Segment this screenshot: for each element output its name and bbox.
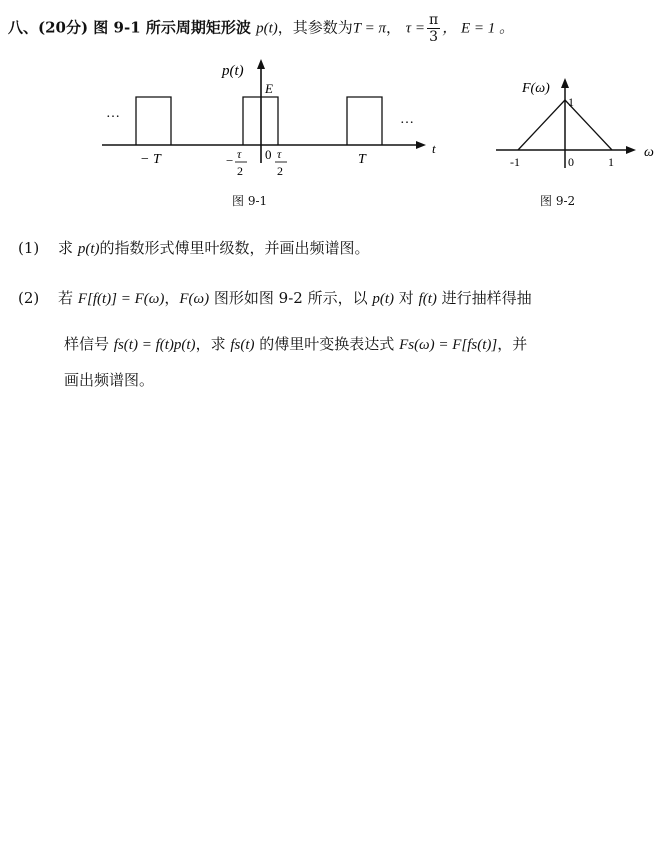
ylabel: p(t)	[222, 63, 244, 79]
ellipsis-right: …	[400, 112, 414, 127]
figure-9-1	[90, 55, 450, 190]
q2-l1-ft: F[f(t)] = F(ω)	[77, 291, 165, 307]
tick-minus-T: − T	[140, 152, 161, 167]
q1-post: 的指数形式傅里叶级数，并画出频谱图。	[99, 239, 370, 257]
tick-neg1: -1	[510, 155, 520, 169]
p-axis-arrow	[257, 59, 265, 69]
tau-fraction	[427, 12, 440, 45]
question-2-line-3	[64, 370, 154, 390]
tau-den: 2	[277, 164, 283, 178]
ellipsis-left: …	[106, 106, 120, 121]
q2-l1-F: F(ω)	[179, 291, 210, 307]
figure-9-1-caption: 图 9-1	[232, 194, 268, 208]
tau-denominator: 3	[429, 29, 439, 45]
q2-l1-b: ，	[164, 289, 180, 307]
q2-l1-a: 若	[58, 289, 78, 307]
q2-l1-e: 进行抽样得抽	[436, 289, 532, 307]
q2-l1-d: 对	[394, 289, 419, 307]
peak-label: 1	[568, 95, 574, 109]
q2-l2-Fs: Fs(ω) = F[fs(t)]	[399, 337, 498, 353]
separator: ，	[385, 18, 401, 37]
params-intro: ，其参数为	[277, 18, 353, 37]
tick-T: T	[358, 152, 366, 167]
F-label: F(ω)	[522, 81, 550, 96]
amp-label: E	[265, 81, 273, 96]
tick-zero: 0	[568, 155, 574, 169]
question-2-line-1	[18, 288, 532, 309]
tick-zero: 0	[265, 147, 272, 162]
t-axis-arrow	[416, 141, 426, 149]
E-equation: ， E = 1 。	[442, 20, 515, 37]
tau-num: τ	[277, 147, 282, 161]
q1-label: (1)	[18, 239, 40, 257]
omega-label: ω	[644, 145, 654, 160]
q2-l2-c: 的傅里叶变换表达式	[254, 335, 400, 353]
points: 20分	[45, 18, 81, 37]
q2-l1-p: p(t)	[372, 291, 395, 307]
question-1	[18, 238, 370, 259]
tau-numerator: π	[429, 12, 439, 28]
q2-l3: 画出频谱图。	[64, 371, 155, 389]
problem-number: 八、(	[8, 18, 46, 37]
header-suffix: ) 图 9-1 所示周期矩形波	[80, 18, 257, 37]
pulse-left	[136, 97, 171, 145]
q2-l2-fs: fs(t) = f(t)p(t)	[113, 337, 196, 353]
q2-l2-d: ，并	[497, 335, 528, 353]
figure-9-2-caption: 图 9-2	[540, 194, 576, 208]
tick-1: 1	[608, 155, 614, 169]
F-axis-arrow	[561, 78, 569, 88]
problem-header	[8, 12, 514, 45]
pulse-right	[347, 97, 382, 145]
q2-l2-fs2: fs(t)	[230, 337, 255, 353]
question-2-line-2	[64, 334, 527, 355]
p-of-t: p(t)	[256, 20, 278, 37]
minus-tau-den: 2	[237, 164, 243, 178]
q2-l2-a: 样信号	[64, 335, 114, 353]
axis-t-label: t	[432, 141, 436, 156]
q2-l1-c: 图形如图 9-2 所示，以	[209, 289, 373, 307]
q2-l2-b: ，求	[195, 335, 231, 353]
T-equation: T = π	[352, 20, 386, 37]
omega-axis-arrow	[626, 146, 636, 154]
q2-l1-f: f(t)	[418, 291, 437, 307]
q1-pre: 求	[58, 239, 74, 257]
minus-tau-sign: −	[226, 153, 234, 168]
minus-tau-num: τ	[237, 147, 242, 161]
figure-9-2	[488, 72, 668, 182]
tau-equation: τ =	[405, 20, 426, 37]
q2-label: (2)	[18, 289, 40, 307]
q1-p: p(t)	[77, 241, 100, 257]
